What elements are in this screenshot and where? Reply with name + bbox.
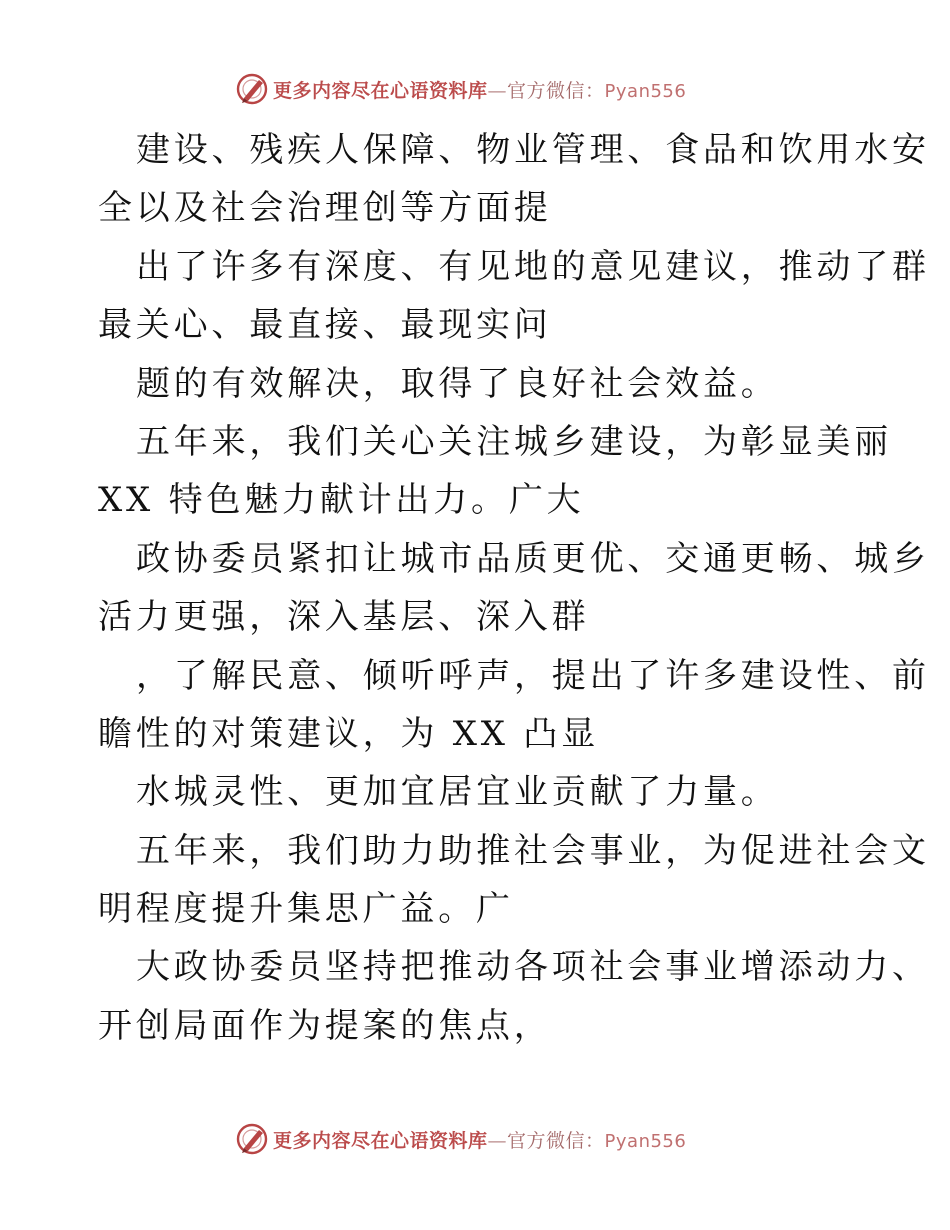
watermark-main-text: 更多内容尽在心语资料库 [273, 79, 488, 102]
watermark-label: 官方微信： [507, 79, 605, 102]
watermark-text [273, 1126, 686, 1153]
text-line: 明程度提升集思广益。广 [98, 889, 514, 930]
watermark-dash: — [487, 79, 508, 102]
text-line: 最关心、最直接、最现实问 [98, 305, 552, 346]
watermark-wechat-id: Pyan556 [604, 80, 687, 102]
watermark-wechat-id: Pyan556 [604, 1130, 687, 1152]
text-line: 瞻性的对策建议，为 XX 凸显 [98, 713, 600, 754]
text-line: 五年来，我们关心关注城乡建设，为彰显美丽 [136, 421, 892, 462]
text-line: 大政协委员坚持把推动各项社会事业增添动力、 [136, 947, 930, 988]
text-line: 水城灵性、更加宜居宜业贡献了力量。 [136, 772, 779, 813]
watermark-text [273, 76, 686, 103]
text-line: 政协委员紧扣让城市品质更优、交通更畅、城乡 [136, 538, 930, 579]
text-line: 全以及社会治理创等方面提 [98, 188, 552, 229]
header-watermark [235, 72, 715, 106]
text-line: 开创局面作为提案的焦点， [98, 1005, 552, 1046]
text-line: 五年来，我们助力助推社会事业，为促进社会文 [136, 830, 930, 871]
pen-logo-icon [235, 1122, 269, 1156]
text-line: ，了解民意、倾听呼声，提出了许多建设性、前 [136, 655, 930, 696]
watermark-dash: — [487, 1129, 508, 1152]
pen-logo-icon [235, 72, 269, 106]
text-line: 活力更强，深入基层、深入群 [98, 597, 590, 638]
text-line: 出了许多有深度、有见地的意见建议，推动了群 [136, 246, 930, 287]
watermark-main-text: 更多内容尽在心语资料库 [273, 1129, 488, 1152]
body-text [98, 121, 930, 1055]
watermark-label: 官方微信： [507, 1129, 605, 1152]
text-line: 建设、残疾人保障、物业管理、食品和饮用水安 [136, 130, 930, 170]
text-line: XX 特色魅力献计出力。广大 [98, 480, 585, 521]
footer-watermark [235, 1122, 715, 1156]
text-line: 题的有效解决，取得了良好社会效益。 [136, 363, 779, 404]
